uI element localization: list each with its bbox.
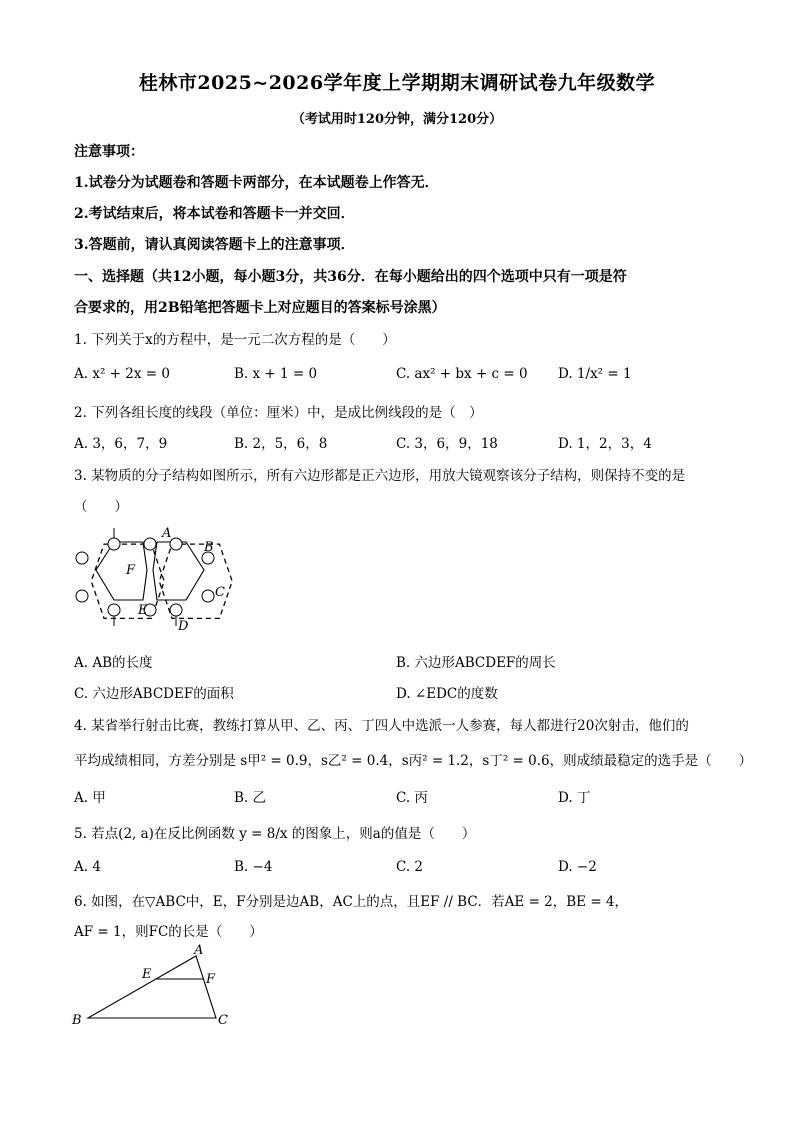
q2-option-d: D. 1，2，3，4	[558, 436, 652, 452]
q4-option-a: A. 甲	[74, 790, 106, 806]
notice-item-3: 3.答题前，请认真阅读答题卡上的注意事项．	[74, 237, 355, 253]
label-c: C	[218, 1013, 228, 1028]
section-heading-line1: 一、选择题（共12小题，每小题3分，共36分．在每小题给出的四个选项中只有一项是符	[74, 269, 627, 285]
q2-option-c: C. 3，6，9，18	[396, 436, 498, 452]
q4-option-d: D. 丁	[558, 790, 591, 806]
q3-option-d: D. ∠EDC的度数	[396, 686, 498, 702]
q4-option-c: C. 丙	[396, 790, 428, 806]
label-c: C	[215, 585, 225, 600]
label-b: B	[204, 540, 214, 555]
q6-stem-line1: 6. 如图，在▽ABC中，E，F分别是边AB，AC上的点，且EF // BC．若AE = 2，BE = 4，	[74, 894, 629, 910]
q2-option-a: A. 3，6，7，9	[74, 436, 168, 452]
q1-stem: 1. 下列关于x的方程中，是一元二次方程的是（ ）	[74, 332, 396, 348]
label-e: E	[142, 967, 152, 982]
page-subtitle: （考试用时120分钟，满分120分）	[291, 112, 503, 127]
q5-option-c: C. 2	[396, 859, 424, 875]
q6-stem-line2: AF = 1，则FC的长是（ ）	[74, 924, 263, 940]
notice-item-1: 1.试卷分为试题卷和答题卡两部分，在本试题卷上作答无．	[74, 175, 439, 191]
page-title: 桂林市2025~2026学年度上学期期末调研试卷九年级数学	[138, 72, 656, 94]
label-b: B	[72, 1013, 82, 1028]
label-a: A	[194, 943, 204, 958]
q3-option-b: B. 六边形ABCDEF的周长	[396, 655, 556, 671]
q3-option-c: C. 六边形ABCDEF的面积	[74, 686, 234, 702]
q1-option-a: A. x² + 2x = 0	[74, 366, 170, 382]
triangle-figure	[66, 942, 246, 1032]
q1-option-d: D. 1/x² = 1	[558, 366, 632, 382]
q5-option-b: B. −4	[234, 859, 273, 875]
q3-stem-line1: 3. 某物质的分子结构如图所示，所有六边形都是正六边形，用放大镜观察该分子结构，则保持不变的是	[74, 468, 686, 484]
q2-option-b: B. 2，5，6，8	[234, 436, 328, 452]
q5-option-d: D. −2	[558, 859, 597, 875]
label-e: E	[138, 603, 148, 618]
q4-stem-line2: 平均成绩相同，方差分别是 s甲² = 0.9，s乙² = 0.4，s丙² = 1.2，s丁² = 0.6，则成绩最稳定的选手是（ ）	[74, 753, 753, 769]
q4-option-b: B. 乙	[234, 790, 267, 806]
section-heading-line2: 合要求的，用2B铅笔把答题卡上对应题目的答案标号涂黑）	[74, 300, 446, 316]
q5-option-a: A. 4	[74, 859, 101, 875]
label-f: F	[206, 972, 216, 987]
label-a: A	[162, 526, 172, 541]
q3-option-a: A. AB的长度	[74, 655, 153, 671]
notice-heading: 注意事项：	[74, 144, 144, 160]
q2-stem: 2. 下列各组长度的线段（单位：厘米）中，是成比例线段的是（ ）	[74, 405, 483, 421]
q1-option-b: B. x + 1 = 0	[234, 366, 318, 382]
molecule-figure	[70, 522, 235, 637]
q5-stem: 5. 若点(2, a)在反比例函数 y = 8/x 的图象上，则a的值是（ ）	[74, 826, 476, 842]
notice-item-2: 2.考试结束后，将本试卷和答题卡一并交回．	[74, 206, 355, 222]
label-d: D	[178, 619, 189, 634]
q1-option-c: C. ax² + bx + c = 0	[396, 366, 528, 382]
label-f: F	[126, 563, 136, 578]
q3-stem-line2: （ ）	[74, 499, 128, 515]
q4-stem-line1: 4. 某省举行射击比赛，教练打算从甲、乙、丙、丁四人中选派一人参赛，每人都进行20次射击，他们的	[74, 718, 689, 734]
